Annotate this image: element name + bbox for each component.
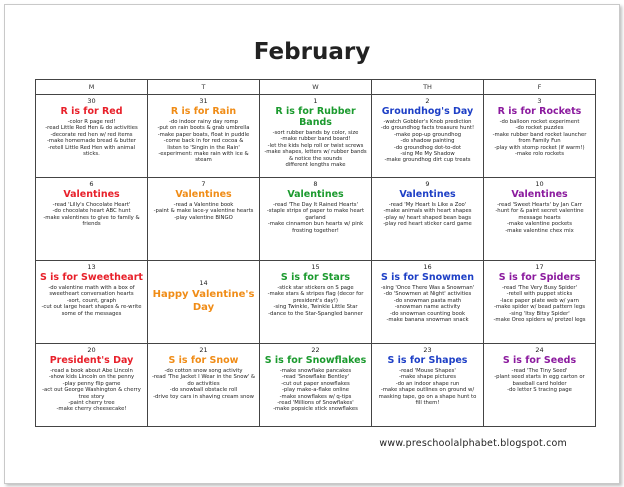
day-number: 30 — [87, 97, 96, 105]
activity-item: -play red heart sticker card game — [383, 221, 472, 228]
activity-item: -read a book about Abe Lincoln — [50, 368, 133, 374]
calendar-day-cell — [260, 95, 372, 178]
calendar-day-cell — [260, 344, 372, 427]
day-content — [260, 344, 371, 413]
calendar-day-cell — [372, 261, 484, 344]
activity-item: -read Little Red Hen & do activities — [45, 125, 138, 132]
activity-list — [375, 202, 480, 228]
activity-item: -read 'My Heart Is Like a Zoo' — [388, 202, 467, 208]
activity-list — [151, 202, 256, 221]
day-content — [484, 178, 595, 234]
day-content — [36, 344, 147, 413]
calendar-day-cell — [372, 95, 484, 178]
activity-item: -paint cherry tree — [68, 400, 115, 407]
activity-item: -make rolo rockets — [514, 151, 565, 158]
day-number: 23 — [423, 346, 432, 354]
calendar-week-row — [36, 344, 596, 427]
calendar-day-cell — [36, 344, 148, 427]
activity-item: -make homemade bread & butter — [47, 138, 136, 145]
activity-item: -play with stomp rocket (if warm!) — [494, 144, 585, 151]
weekday-header: TH — [372, 80, 484, 95]
activity-item: -do cotton snow song activity — [164, 368, 243, 374]
activity-list — [39, 119, 144, 157]
day-theme: Valentines — [175, 189, 232, 200]
calendar-grid — [35, 79, 596, 427]
activity-item: -make snowflake pancakes — [279, 368, 352, 374]
activity-item: -play valentine BINGO — [174, 214, 233, 221]
calendar-day-cell — [260, 261, 372, 344]
activity-item: -read 'Millions of Snowflakes' — [277, 400, 354, 407]
activity-item: -play penny flip game — [62, 380, 121, 387]
weekday-header: T — [148, 80, 260, 95]
activity-item: -do groundhog facts treasure hunt! — [380, 125, 475, 132]
day-content — [148, 261, 259, 314]
activity-item: -do shadow painting — [400, 138, 455, 145]
activity-item: -make spider w/ bead pattern legs — [494, 304, 585, 311]
activity-item: -sing Me My Shadow — [400, 151, 455, 158]
activity-item: different lengths make — [285, 162, 346, 169]
weekday-header-row — [36, 80, 596, 95]
calendar-day-cell — [36, 178, 148, 261]
activity-item: -make paper boats, float in puddle — [157, 131, 250, 138]
activity-item: -play make-a-flake online — [282, 387, 349, 394]
calendar-day-cell — [484, 261, 596, 344]
activity-item: -experiment: make rain with ice & steam — [158, 151, 249, 164]
activity-item: -sing 'Once There Was a Snowman' — [380, 285, 475, 291]
activity-item: -lace paper plate web w/ yarn — [500, 297, 579, 304]
calendar-week-row — [36, 178, 596, 261]
day-theme: R is for Rubber Bands — [275, 106, 356, 128]
day-number: 6 — [89, 180, 94, 188]
day-number: 24 — [535, 346, 544, 354]
day-number: 7 — [201, 180, 206, 188]
blog-url: www.preschoolalphabet.blogspot.com — [379, 438, 567, 449]
day-number: 8 — [313, 180, 318, 188]
activity-item: -make cherry cheesecake! — [56, 406, 127, 413]
calendar-day-cell — [372, 344, 484, 427]
activity-item: -do 'Snowmen at Night' activities — [383, 291, 472, 298]
calendar-day-cell — [484, 95, 596, 178]
day-content — [372, 95, 483, 164]
activity-item: -do valentine math with a box of sweetheart conversation hearts — [48, 285, 135, 298]
activity-item: -make valentines to give to family & friends — [43, 214, 140, 228]
activity-item: -do groundhog dot-to-dot — [393, 144, 462, 151]
activity-item: -read 'Sweet Hearts' by Jan Carr — [497, 202, 582, 208]
activity-list — [487, 285, 592, 323]
activity-list — [487, 368, 592, 394]
activity-list — [375, 119, 480, 164]
day-content — [148, 95, 259, 164]
day-theme: R is for Rain — [170, 106, 237, 117]
weekday-header: F — [484, 80, 596, 95]
day-number: 22 — [311, 346, 320, 354]
day-content — [260, 261, 371, 317]
day-content — [36, 178, 147, 228]
activity-item: -make rubber band rocket launcher from Family Fun — [492, 131, 587, 145]
activity-list — [263, 285, 368, 317]
activity-item: -make rubber band board! — [280, 136, 351, 143]
activity-list — [487, 202, 592, 234]
calendar-day-cell — [260, 178, 372, 261]
day-content — [372, 344, 483, 406]
day-number: 1 — [313, 97, 318, 105]
activity-item: -sing Twinkle, Twinkle Little Star — [273, 304, 358, 311]
day-theme: Valentines — [287, 189, 344, 200]
activity-item: -make valentine pockets — [507, 221, 572, 228]
day-theme: S is for Spiders — [498, 272, 581, 283]
weekday-header: W — [260, 80, 372, 95]
activity-item: -make snowflakes w/ q-tips — [279, 393, 352, 400]
day-number: 13 — [87, 263, 96, 271]
day-number: 20 — [87, 346, 96, 354]
day-content — [260, 95, 371, 168]
activity-item: -make popsicle stick snowflakes — [273, 406, 358, 413]
activity-list — [39, 368, 144, 413]
activity-item: -make shape pictures — [398, 374, 457, 381]
calendar-day-cell — [148, 95, 260, 178]
activity-item: -staple strips of paper to make heart garland — [266, 208, 365, 221]
activity-item: -make shape outlines on ground w/ masking tape, go on a shape hunt to fill them! — [378, 387, 477, 407]
activity-item: -make animals with heart shapes — [383, 208, 472, 215]
day-number: 14 — [199, 279, 208, 287]
day-content — [372, 261, 483, 323]
activity-item: -do balloon rocket experiment — [499, 119, 580, 125]
activity-item: -hunt for & paint secret valentine message hearts — [495, 208, 584, 221]
activity-item: -make stars & stripes flag (decor for president's day!) — [267, 291, 364, 304]
day-theme: Valentines — [63, 189, 120, 200]
activity-item: -sort rubber bands by color, size — [272, 130, 359, 136]
day-theme: S is for Seeds — [502, 355, 577, 366]
activity-item: -paint & make lace-y valentine hearts — [153, 208, 254, 215]
activity-item: -read 'Snowflake Bentley' — [281, 374, 350, 381]
activity-list — [151, 368, 256, 400]
activity-item: -make valentine chex mix — [505, 227, 574, 234]
calendar-day-cell — [484, 178, 596, 261]
calendar-day-cell — [36, 95, 148, 178]
day-theme: S is for Snow — [168, 355, 239, 366]
day-theme: S is for Shapes — [387, 355, 468, 366]
day-theme: Valentines — [511, 189, 568, 200]
activity-list — [263, 368, 368, 413]
activity-item: -plant seed starts in egg carton or baseball card holder — [494, 374, 585, 387]
activity-list — [151, 119, 256, 164]
day-theme: S is for Snowmen — [380, 272, 475, 283]
day-content — [484, 95, 595, 157]
day-content — [36, 261, 147, 317]
activity-item: -watch Gobbler's Knob prediction — [383, 119, 472, 125]
activity-item: -show kids Lincoln on the penny — [48, 374, 135, 381]
activity-item: -make banana snowman snack — [386, 317, 469, 324]
activity-item: -do rocket puzzles — [515, 125, 564, 132]
day-content — [484, 344, 595, 394]
activity-item: -color R page red! — [67, 119, 116, 125]
calendar-day-cell — [484, 344, 596, 427]
activity-item: -snowman name activity — [394, 304, 461, 311]
activity-item: -do letter S tracing page — [507, 387, 572, 394]
calendar-sheet — [4, 4, 620, 484]
day-content — [36, 95, 147, 157]
activity-list — [39, 285, 144, 317]
day-theme: S is for Stars — [280, 272, 351, 283]
activity-item: -retell with puppet sticks — [506, 291, 573, 298]
day-theme: R is for Red — [60, 106, 123, 117]
activity-item: -put on rain boots & grab umbrella — [157, 125, 250, 132]
day-content — [260, 178, 371, 234]
day-theme: R is for Rockets — [497, 106, 582, 117]
activity-list — [487, 119, 592, 157]
activity-item: -read 'The Very Busy Spider' — [501, 285, 577, 291]
activity-item: -read 'The Tiny Seed' — [511, 368, 568, 374]
day-number: 16 — [423, 263, 432, 271]
calendar-day-cell — [372, 178, 484, 261]
activity-item: -come back in for red cocoa & — [163, 138, 244, 145]
calendar-day-cell — [36, 261, 148, 344]
day-theme: S is for Sweetheart — [40, 272, 143, 283]
activity-item: -retell Little Red Hen with animal sticks. — [47, 144, 136, 158]
day-number: 31 — [199, 97, 208, 105]
activity-item: -read 'Lilly's Chocolate Heart' — [52, 202, 131, 208]
activity-item: -do chocolate heart ABC hunt — [52, 208, 131, 215]
activity-list — [263, 202, 368, 234]
activity-item: -do snowball obstacle roll — [169, 387, 238, 394]
activity-item: -read 'Mouse Shapes' — [399, 368, 456, 374]
activity-item: -let the kids help roll or twist screws — [267, 142, 364, 149]
activity-item: -make pop-up groundhog — [393, 131, 462, 138]
activity-item: -make groundhog dirt cup treats — [384, 157, 471, 164]
day-theme: Groundhog's Day — [381, 106, 474, 117]
calendar-week-row — [36, 261, 596, 344]
activity-list — [375, 368, 480, 406]
day-number: 17 — [535, 263, 544, 271]
activity-item: -sort, count, graph — [66, 297, 117, 304]
activity-item: -do indoor rainy day romp — [168, 119, 239, 125]
activity-item: -read a Valentine book — [173, 202, 234, 208]
day-number: 10 — [535, 180, 544, 188]
activity-item: -do snowman counting book — [389, 310, 466, 317]
activity-item: -decorate red hen w/ red items — [50, 131, 133, 138]
activity-item: -make Oreo spiders w/ pretzel legs — [493, 317, 586, 324]
day-theme: Valentines — [399, 189, 456, 200]
calendar-week-row — [36, 95, 596, 178]
activity-list — [39, 202, 144, 228]
day-number: 9 — [425, 180, 430, 188]
activity-item: -act out George Washington & cherry tree story — [42, 387, 141, 400]
activity-list — [375, 285, 480, 323]
activity-item: -do snowman pasta math — [393, 297, 462, 304]
calendar-day-cell — [148, 261, 260, 344]
day-content — [484, 261, 595, 323]
day-theme: Happy Valentine's Day — [152, 289, 255, 313]
activity-item: listen to 'Singin in the Rain' — [167, 144, 240, 151]
day-number: 3 — [537, 97, 542, 105]
activity-item: -make shapes, letters w/ rubber bands & notice the sounds — [264, 149, 367, 162]
activity-item: -read 'The Jacket I Wear in the Snow' & do activities — [151, 374, 256, 387]
activity-item: -cut out large heart shapes & re-write some of the messages — [41, 304, 142, 317]
month-title: February — [253, 39, 371, 65]
activity-item: -sing 'Itsy Bitsy Spider' — [509, 310, 570, 317]
activity-item: -stick star stickers on S page — [277, 285, 354, 291]
day-theme: President's Day — [49, 355, 134, 366]
calendar-day-cell — [148, 178, 260, 261]
activity-item: -drive toy cars in shaving cream snow — [153, 393, 254, 400]
day-content — [148, 178, 259, 221]
day-content — [372, 178, 483, 228]
activity-item: -make cinnamon bun hearts w/ pink frosting together! — [267, 221, 364, 234]
day-theme: S is for Snowflakes — [264, 355, 367, 366]
day-number: 21 — [199, 346, 208, 354]
day-content — [148, 344, 259, 400]
activity-item: -do an indoor shape run — [395, 380, 460, 387]
calendar-day-cell — [148, 344, 260, 427]
day-number: 15 — [311, 263, 320, 271]
activity-item: -cut out paper snowflakes — [281, 380, 350, 387]
weekday-header: M — [36, 80, 148, 95]
activity-item: -dance to the Star-Spangled banner — [268, 310, 363, 317]
activity-item: -play w/ heart shaped bean bags — [383, 214, 472, 221]
day-number: 2 — [425, 97, 430, 105]
activity-list — [263, 130, 368, 168]
activity-item: -read 'The Day It Rained Hearts' — [273, 202, 358, 208]
